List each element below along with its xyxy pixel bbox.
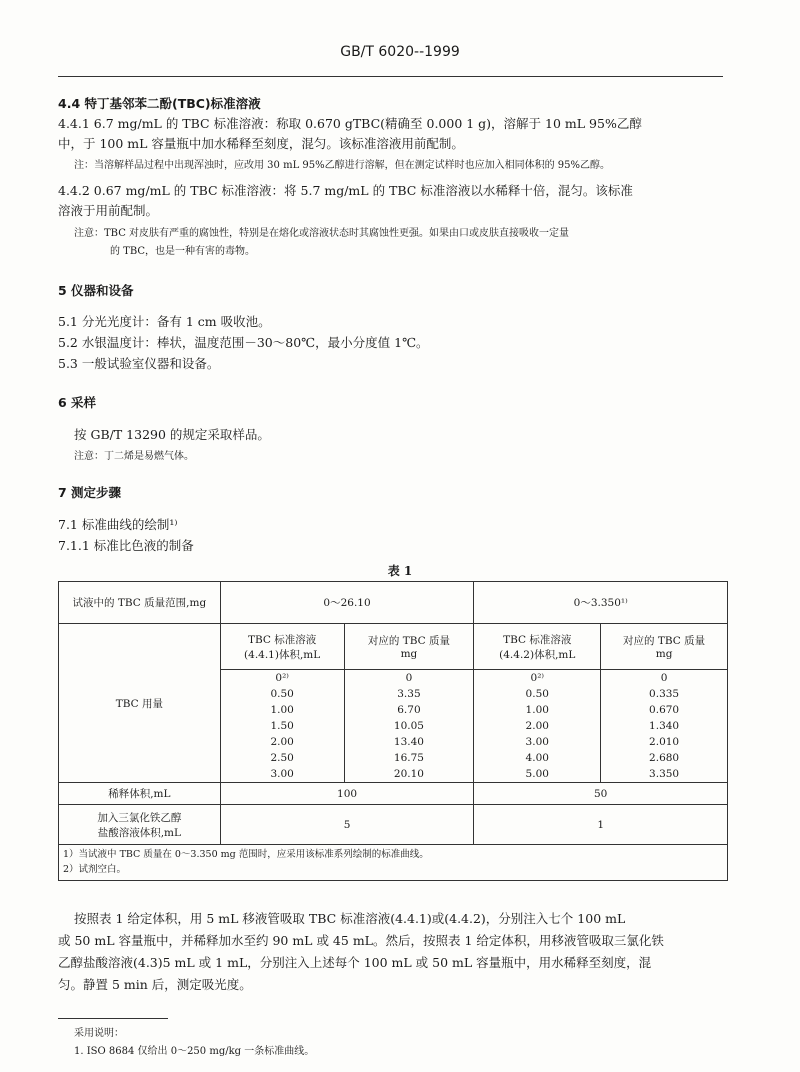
cell: 13.40 [344,734,474,750]
item-5-3: 5.3 一般试验室仪器和设备。 [58,356,220,371]
cell: 3.00 [220,766,344,783]
section-7-heading: 7 测定步骤 [58,485,122,500]
cell: 0.670 [601,702,728,718]
section-7-1-1: 7.1.1 标准比色液的制备 [58,538,194,553]
dilution-row [59,783,728,805]
cell: 2.680 [601,750,728,766]
col-header-3: TBC 标准溶液 (4.4.2)体积,mL [474,624,601,670]
cell: 3.00 [474,734,601,750]
procedure-line1: 按照表 1 给定体积，用 5 mL 移液管吸取 TBC 标准溶液(4.4.1)或(4.4.2)，分别注入七个 100 mL [74,911,626,926]
cell: 4.00 [474,750,601,766]
col-header-4: 对应的 TBC 质量 mg [601,624,728,670]
reagent-row [59,805,728,845]
section-7-1: 7.1 标准曲线的绘制¹⁾ [58,517,178,532]
reagent-label: 加入三氯化铁乙醇 盐酸溶液体积,mL [59,805,221,845]
range-2: 0～3.350¹⁾ [474,582,728,624]
table-note-1: 1）当试液中 TBC 质量在 0～3.350 mg 范围时，应采用该标准系列绘制的标准曲线。 [63,849,429,860]
para-4-4-2-line2: 溶液于用前配制。 [58,203,159,218]
dilution-100: 100 [220,783,474,805]
cell: 2.00 [220,734,344,750]
cell: 1.50 [220,718,344,734]
para-4-4-1-line2: 中，于 100 mL 容量瓶中加水稀释至刻度，混匀。该标准溶液用前配制。 [58,136,464,151]
page-header: GB/T 6020--1999 [340,44,460,60]
reagent-5: 5 [220,805,474,845]
table-note-2: 2）试剂空白。 [63,864,127,875]
table-1 [58,581,728,881]
footnote-title: 采用说明： [74,1028,124,1039]
cell: 16.75 [344,750,474,766]
cell: 0.50 [220,686,344,702]
cell: 0²⁾ [474,670,601,687]
item-5-2: 5.2 水银温度计：棒状，温度范围－30～80℃，最小分度值 1℃。 [58,335,429,350]
footnote-text: 1. ISO 8684 仅给出 0～250 mg/kg 一条标准曲线。 [74,1046,315,1057]
cell: 3.350 [601,766,728,783]
cell: 20.10 [344,766,474,783]
cell: 6.70 [344,702,474,718]
cell: 1.340 [601,718,728,734]
section-4-4-heading: 4.4 特丁基邻苯二酚(TBC)标准溶液 [58,96,261,111]
para-4-4-2-line1: 4.4.2 0.67 mg/mL 的 TBC 标准溶液：将 5.7 mg/mL 的 TBC 标准溶液以水稀释十倍，混匀。该标准 [58,183,633,198]
para-6: 按 GB/T 13290 的规定采取样品。 [74,427,270,442]
cell: 0 [601,670,728,687]
cell: 0.50 [474,686,601,702]
item-5-1: 5.1 分光光度计：备有 1 cm 吸收池。 [58,314,271,329]
procedure-line2: 或 50 mL 容量瓶中，并稀释加水至约 90 mL 或 45 mL。然后，按照表 1 给定体积，用移液管吸取三氯化铁 [58,933,664,948]
cell: 1.00 [220,702,344,718]
tbc-amount-label: TBC 用量 [59,624,221,783]
cell: 1.00 [474,702,601,718]
section-6-heading: 6 采样 [58,395,97,410]
cell: 2.010 [601,734,728,750]
table-caption: 表 1 [387,564,413,578]
cell: 10.05 [344,718,474,734]
warning-line1: 注意：TBC 对皮肤有严重的腐蚀性，特别是在熔化或溶液状态时其腐蚀性更强。如果由口或皮肤直接吸收一定量 [74,228,570,239]
section-5-heading: 5 仪器和设备 [58,283,134,298]
cell: 0.335 [601,686,728,702]
footnote-rule [58,1018,168,1019]
cell: 3.35 [344,686,474,702]
col-header-2: 对应的 TBC 质量 mg [344,624,474,670]
warning-line2: 的 TBC，也是一种有害的毒物。 [110,246,256,257]
range-1: 0～26.10 [220,582,474,624]
note-4-4-1: 注：当溶解样品过程中出现浑浊时，应改用 30 mL 95%乙醇进行溶解，但在测定试样时也应加入相同体积的 95%乙醇。 [74,160,611,171]
range-label: 试液中的 TBC 质量范围,mg [59,582,221,624]
dilution-label: 稀释体积,mL [59,783,221,805]
col-header-1: TBC 标准溶液 (4.4.1)体积,mL [220,624,344,670]
cell: 5.00 [474,766,601,783]
procedure-line3: 乙醇盐酸溶液(4.3)5 mL 或 1 mL，分别注入上述每个 100 mL 或 50 mL 容量瓶中，用水稀释至刻度，混 [58,955,652,970]
dilution-50: 50 [474,783,728,805]
cell: 0 [344,670,474,687]
procedure-line4: 匀。静置 5 min 后，测定吸光度。 [58,977,252,992]
header-rule [58,76,723,77]
cell: 2.50 [220,750,344,766]
reagent-1: 1 [474,805,728,845]
para-4-4-1-line1: 4.4.1 6.7 mg/mL 的 TBC 标准溶液：称取 0.670 gTBC(精确至 0.000 1 g)，溶解于 10 mL 95%乙醇 [58,116,642,131]
table-notes [59,845,728,881]
cell: 2.00 [474,718,601,734]
note-6: 注意：丁二烯是易燃气体。 [74,451,194,462]
cell: 0²⁾ [220,670,344,687]
